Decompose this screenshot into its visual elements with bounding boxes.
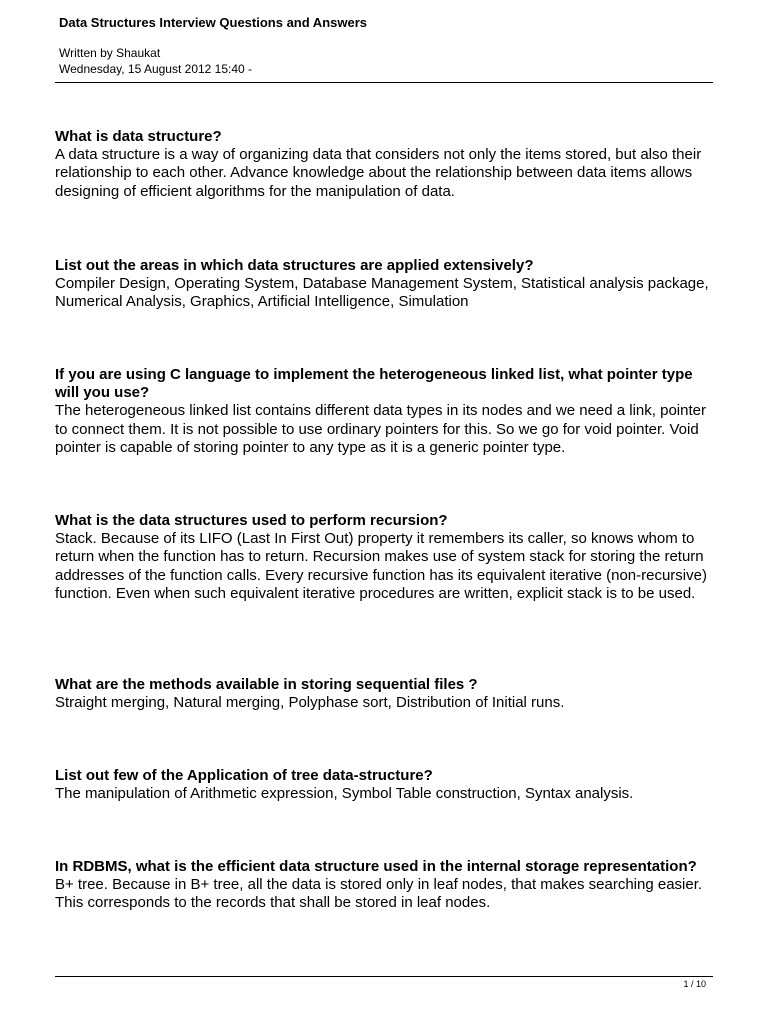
question-text: What is data structure? bbox=[55, 128, 222, 145]
page-number: 1 / 10 bbox=[683, 979, 706, 989]
qa-block-3 bbox=[55, 366, 715, 457]
question-text: What are the methods available in storing sequential files ? bbox=[55, 676, 478, 693]
answer-text: Straight merging, Natural merging, Polyphase sort, Distribution of Initial runs. bbox=[55, 694, 565, 712]
qa-block-5 bbox=[55, 676, 715, 712]
date-line: Wednesday, 15 August 2012 15:40 - bbox=[59, 62, 253, 76]
qa-block-7 bbox=[55, 858, 715, 913]
question-text: In RDBMS, what is the efficient data structure used in the internal storage representation? bbox=[55, 858, 697, 875]
document-meta bbox=[59, 45, 252, 77]
qa-block-2 bbox=[55, 257, 715, 312]
question-text: List out the areas in which data structures are applied extensively? bbox=[55, 257, 534, 274]
qa-block-4 bbox=[55, 512, 715, 603]
document-title: Data Structures Interview Questions and Answers bbox=[59, 15, 367, 30]
answer-text: A data structure is a way of organizing data that considers not only the items stored, but also their relationship to each other. Advance knowledge about the relationship between data items allows designing of efficient algorithms for the manipulation of data. bbox=[55, 146, 702, 200]
answer-text: Stack. Because of its LIFO (Last In First Out) property it remembers its caller, so knows whom to return when the function has to return. Recursion makes use of system stack for storing the return addresses of the function calls. Every recursive function has its equivalent iterative (non-recursive) function. Even when such equivalent iterative procedures are written, explicit stack is to be used. bbox=[55, 530, 707, 602]
answer-text: Compiler Design, Operating System, Database Management System, Statistical analysis package, Numerical Analysis, Graphics, Artificial Intelligence, Simulation bbox=[55, 275, 709, 311]
answer-text: The heterogeneous linked list contains different data types in its nodes and we need a link, pointer to connect them. It is not possible to use ordinary pointers for this. So we go for void pointer. Void pointer is capable of storing pointer to any type as it is a generic pointer type. bbox=[55, 402, 706, 456]
author-line: Written by Shaukat bbox=[59, 46, 161, 60]
answer-text: B+ tree. Because in B+ tree, all the data is stored only in leaf nodes, that makes searching easier. This corresponds to the records that shall be stored in leaf nodes. bbox=[55, 876, 703, 912]
answer-text: The manipulation of Arithmetic expression, Symbol Table construction, Syntax analysis. bbox=[55, 785, 634, 803]
footer-divider bbox=[55, 976, 713, 977]
question-text: If you are using C language to implement the heterogeneous linked list, what pointer type will you use? bbox=[55, 366, 693, 402]
question-text: What is the data structures used to perform recursion? bbox=[55, 512, 448, 529]
qa-block-6 bbox=[55, 767, 715, 803]
qa-block-1 bbox=[55, 128, 715, 201]
header-divider bbox=[55, 82, 713, 83]
question-text: List out few of the Application of tree data-structure? bbox=[55, 767, 433, 784]
